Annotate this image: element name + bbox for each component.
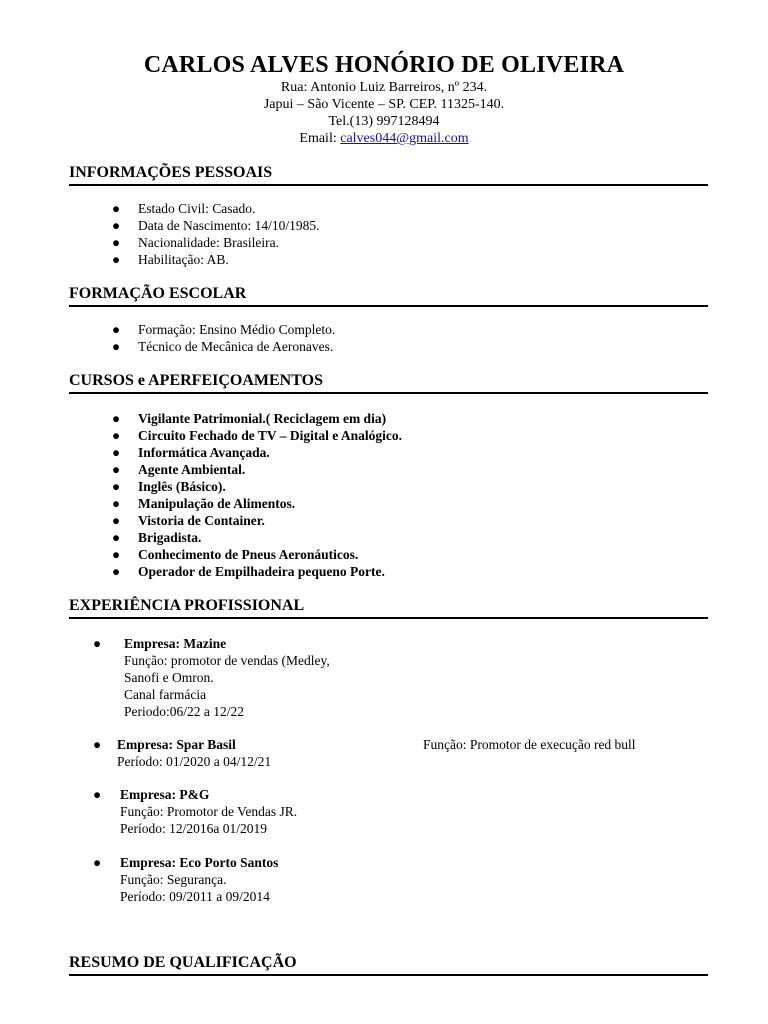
bullet-icon: ●	[112, 479, 121, 494]
job-detail: Período: 09/2011 a 09/2014	[120, 889, 270, 904]
bullet-icon: ●	[112, 235, 121, 250]
email-line	[0, 131, 768, 147]
section-courses: CURSOS e APERFEIÇOAMENTOS	[69, 371, 708, 394]
job-detail: Canal farmácia	[124, 687, 207, 702]
bullet-icon: ●	[93, 787, 102, 802]
bullet-icon: ●	[112, 201, 121, 216]
job-detail: Período: 12/2016a 01/2019	[120, 821, 267, 836]
bullet-icon: ●	[112, 547, 121, 562]
bullet-icon: ●	[112, 445, 121, 460]
section-experience: EXPERIÊNCIA PROFISSIONAL	[69, 596, 708, 619]
resume-page: CARLOS ALVES HONÓRIO DE OLIVEIRA Rua: Antonio Luiz Barreiros, nº 234. Japui – São Vicente – SP. CEP. 11325-140. Tel.(13) 997128494 Email: calves044@gmail.com INFORMAÇÕES PESSOAIS ● Estado Civil: Casado. ● Data de Nascimento: 14/10/1985. ● Nacionalidade: Brasileira. ● Habilitação: AB. FORMAÇÃO ESCOLAR ● Formação: Ensino Médio Completo. ● Técnico de Mecânica de Aeronaves. CURSOS e APERFEIÇOAMENTOS ● Vigilante Patrimonial.( Reciclagem em dia) ● Circuito Fechado de TV – Digital e Analógico. ● Informática Avançada. ● Agente Ambiental. ● Inglês (Básico). ● Manipulação de Alimentos. ● Vistoria de Container. ● Brigadista. ● Conhecimento de Pneus Aeronáuticos. ● Operador de Empilhadeira pequeno Porte. EXPERIÊNCIA PROFISSIONAL ● Empresa: Mazine Função: promotor de vendas (Medley, Sanofi e Omron. Canal farmácia Periodo:06/22 a 12/22 ● Empresa: Spar Basil Função: Promotor de execução red bull Período: 01/2020 a 04/12/21 ● Empresa: P&G Função: Promotor de Vendas JR. Período: 12/2016a 01/2019 ● Empresa: Eco Porto Santos Função: Segurança. Período: 09/2011 a 09/2014 RESUMO DE QUALIFICAÇÃO	[0, 0, 768, 1024]
bullet-icon: ●	[93, 737, 102, 752]
section-summary: RESUMO DE QUALIFICAÇÃO	[69, 953, 708, 976]
job-company: Empresa: Spar Basil	[117, 737, 236, 752]
bullet-icon: ●	[112, 252, 121, 267]
job-company: Empresa: Eco Porto Santos	[120, 855, 279, 870]
city-line: Japui – São Vicente – SP. CEP. 11325-140.	[263, 97, 505, 112]
bullet-icon: ●	[112, 564, 121, 579]
candidate-name: CARLOS ALVES HONÓRIO DE OLIVEIRA	[143, 52, 625, 78]
bullet-icon: ●	[112, 462, 121, 477]
job-detail: Função: Promotor de Vendas JR.	[120, 804, 298, 819]
bullet-icon: ●	[93, 855, 102, 870]
job-detail: Sanofi e Omron.	[124, 670, 214, 685]
bullet-icon: ●	[112, 513, 121, 528]
bullet-icon: ●	[93, 636, 102, 651]
bullet-icon: ●	[112, 411, 121, 426]
address-line: Rua: Antonio Luiz Barreiros, nº 234.	[280, 80, 488, 95]
job-detail: Função: Segurança.	[120, 872, 227, 887]
phone-line: Tel.(13) 997128494	[328, 114, 440, 129]
job-detail: Periodo:06/22 a 12/22	[124, 704, 244, 719]
section-education: FORMAÇÃO ESCOLAR	[69, 284, 708, 307]
job-company: Empresa: P&G	[120, 787, 210, 802]
job-company: Empresa: Mazine	[124, 636, 227, 651]
bullet-icon: ●	[112, 339, 121, 354]
bullet-icon: ●	[112, 428, 121, 443]
section-personal-info: INFORMAÇÕES PESSOAIS	[69, 163, 708, 186]
job-detail: Período: 01/2020 a 04/12/21	[117, 754, 272, 769]
email-label: Email:	[299, 131, 341, 146]
job-detail: Função: Promotor de execução red bull	[423, 737, 636, 752]
email-link[interactable]: calves044@gmail.com	[340, 131, 469, 146]
bullet-icon: ●	[112, 530, 121, 545]
bullet-icon: ●	[112, 496, 121, 511]
bullet-icon: ●	[112, 218, 121, 233]
bullet-icon: ●	[112, 322, 121, 337]
job-detail: Função: promotor de vendas (Medley,	[124, 653, 330, 668]
